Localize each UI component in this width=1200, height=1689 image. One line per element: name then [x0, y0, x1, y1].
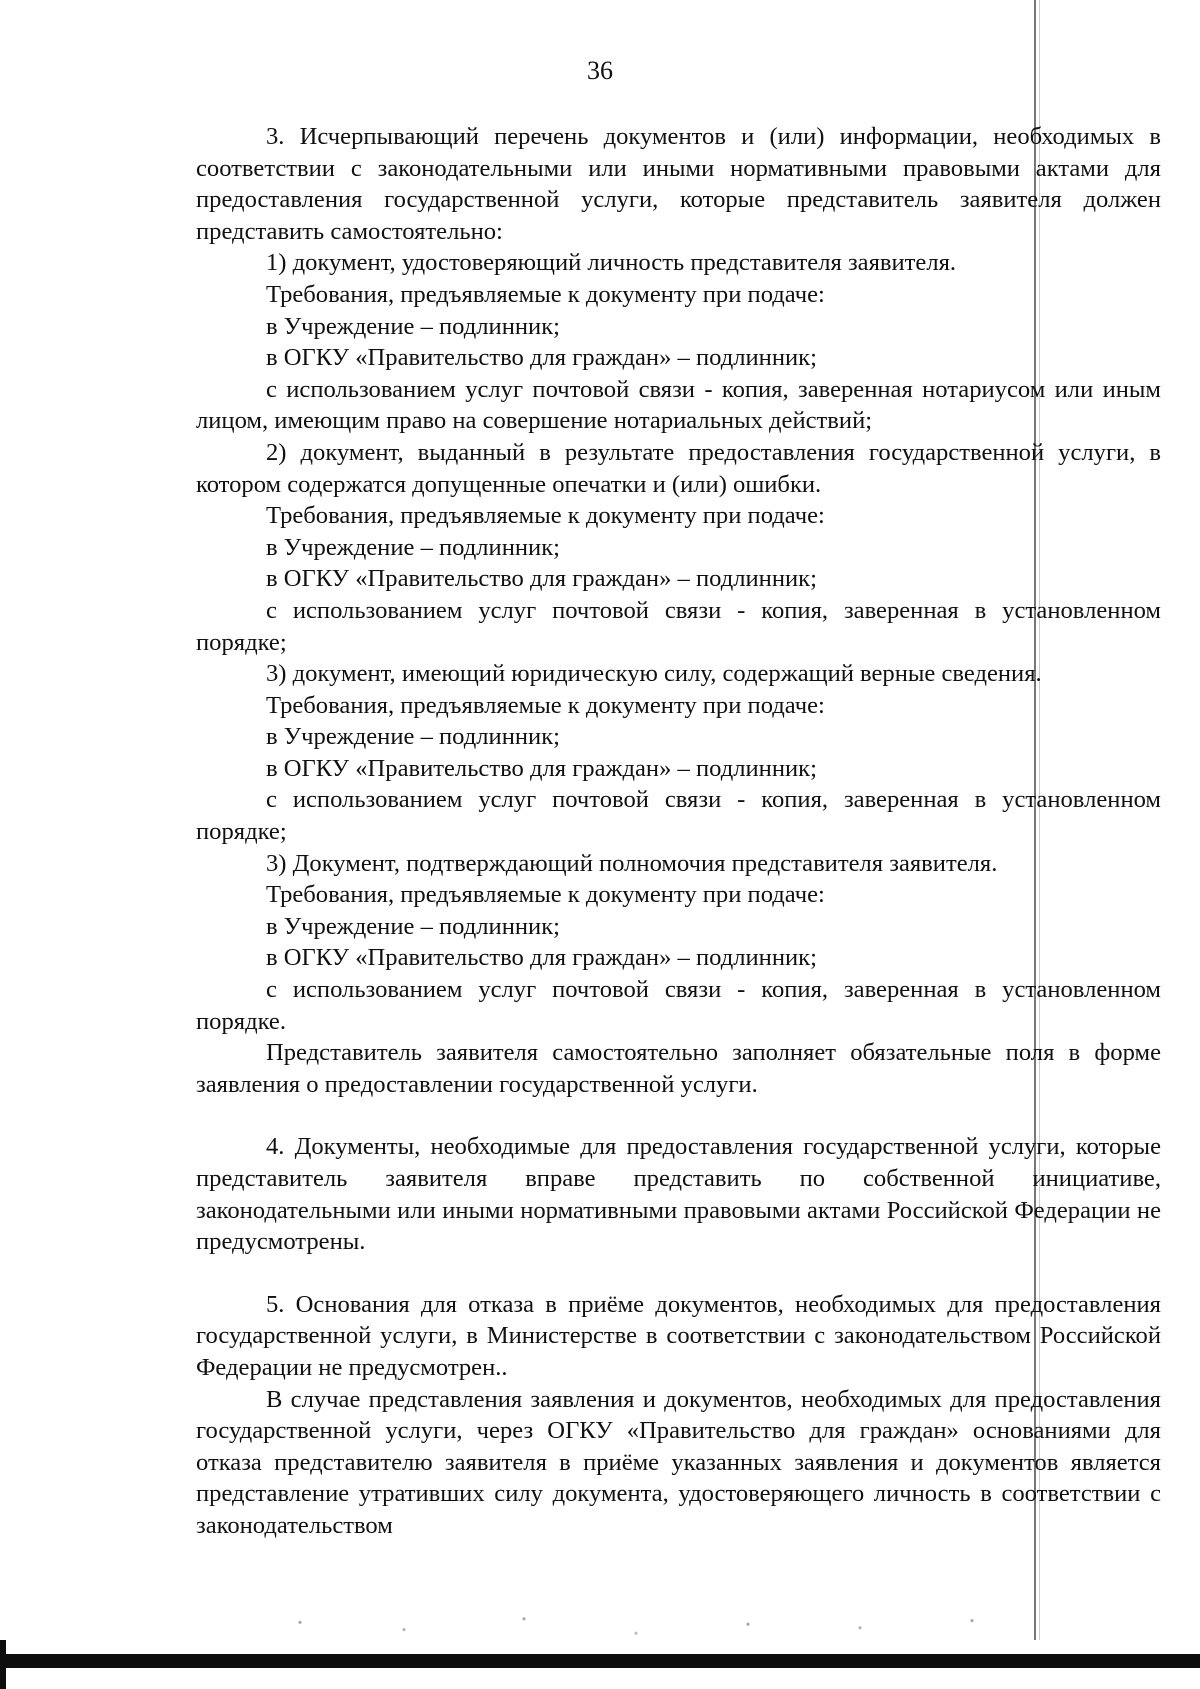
scan-noise — [260, 1608, 1060, 1644]
requirement-item: в ОГКУ «Правительство для граждан» – подлинник; — [266, 754, 817, 782]
scan-border-bottom — [0, 1654, 1200, 1668]
requirement-item: в ОГКУ «Правительство для граждан» – подлинник; — [266, 565, 817, 593]
document-body — [196, 121, 1161, 1542]
requirement-item: с использованием услуг почтовой связи - копия, заверенная в установленном порядке. — [196, 976, 1161, 1035]
list-item-doc-3b: 3) Документ, подтверждающий полномочия представителя заявителя. — [266, 849, 998, 877]
page-number: 36 — [587, 56, 613, 85]
list-item-doc-1: 1) документ, удостоверяющий личность представителя заявителя. — [266, 249, 957, 277]
list-item-doc-2: 2) документ, выданный в результате предоставления государственной услуги, в котором содержатся допущенные опечатки и (или) ошибки. — [196, 438, 1161, 498]
requirements-label: Требования, предъявляемые к документу при подаче: — [266, 881, 825, 909]
requirement-item: с использованием услуг почтовой связи - копия, заверенная нотариусом или иным лицом, имеющим право на совершение нотариальных действий; — [196, 375, 1161, 435]
list-item-doc-3: 3) документ, имеющий юридическую силу, содержащий верные сведения. — [266, 660, 1042, 688]
paragraph-3-heading: 3. Исчерпывающий перечень документов и (или) информации, необходимых в соответствии с законодательными или иными нормативными правовыми актами для предоставления государственной услуги, которые представитель заявителя должен представить самостоятельно: — [196, 123, 1161, 245]
paragraph-5-continuation: В случае представления заявления и документов, необходимых для предоставления государственной услуги, через ОГКУ «Правительство для граждан» основаниями для отказа представителю заявителя в приёме указанных заявления и документов является представление утративших силу документа, удостоверяющего личность в соответствии с законодательством — [196, 1385, 1161, 1539]
requirement-item: в ОГКУ «Правительство для граждан» – подлинник; — [266, 944, 817, 972]
requirements-label: Требования, предъявляемые к документу при подаче: — [266, 502, 825, 530]
paragraph-form-fields: Представитель заявителя самостоятельно заполняет обязательные поля в форме заявления о предоставлении государственной услуги. — [196, 1039, 1161, 1098]
requirement-item: в ОГКУ «Правительство для граждан» – подлинник; — [266, 344, 817, 372]
requirement-item: в Учреждение – подлинник; — [266, 533, 560, 561]
requirements-label: Требования, предъявляемые к документу при подаче: — [266, 280, 825, 308]
requirement-item: с использованием услуг почтовой связи - копия, заверенная в установленном порядке; — [196, 786, 1161, 846]
requirement-item: с использованием услуг почтовой связи - копия, заверенная в установленном порядке; — [196, 596, 1161, 656]
paragraph-5: 5. Основания для отказа в приёме документов, необходимых для предоставления государственной услуги, в Министерстве в соответствии с законодательством Российской Федерации не предусмотрен.. — [196, 1290, 1161, 1381]
requirement-item: в Учреждение – подлинник; — [266, 723, 560, 751]
paragraph-4: 4. Документы, необходимые для предоставления государственной услуги, которые представитель заявителя вправе представить по собственной инициативе, законодательными или иными нормативными правовыми актами Российской Федерации не предусмотрены. — [196, 1133, 1161, 1256]
requirement-item: в Учреждение – подлинник; — [266, 912, 560, 940]
requirements-label: Требования, предъявляемые к документу при подаче: — [266, 691, 825, 719]
requirement-item: в Учреждение – подлинник; — [266, 312, 560, 340]
